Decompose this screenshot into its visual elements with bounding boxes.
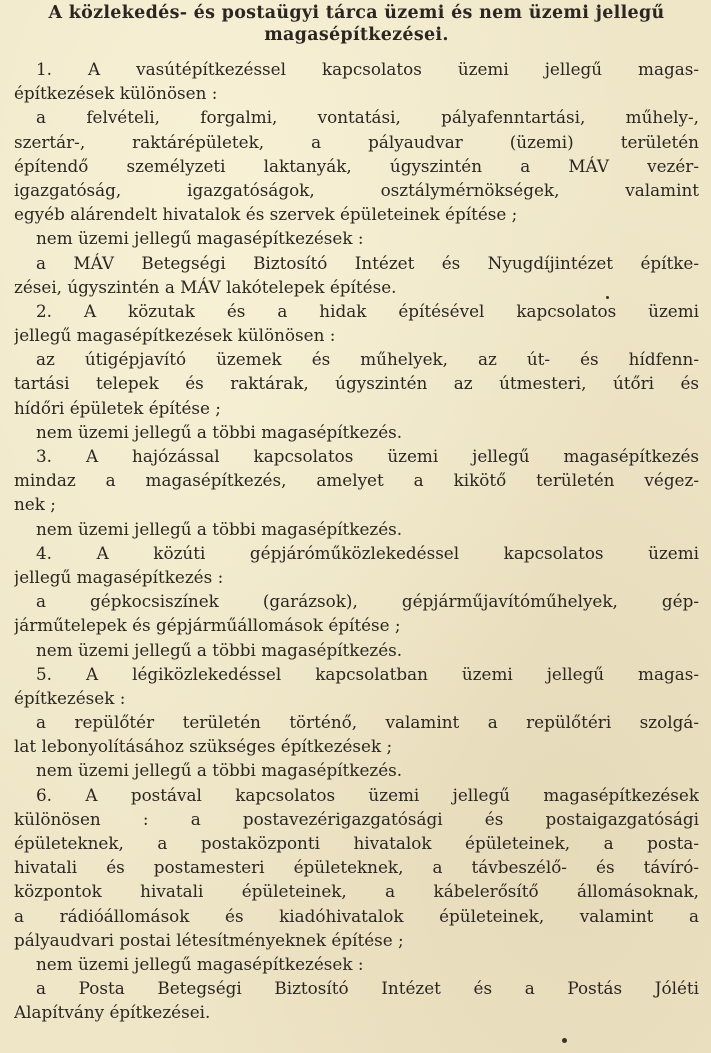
text-line: zései, úgyszintén a MÁV lakótelepek építése. xyxy=(14,276,397,297)
text-line: nem üzemi jellegű a többi magasépítkezés. xyxy=(36,421,403,442)
text-line: jellegű magasépítkezések különösen : xyxy=(14,325,336,346)
text-line: 6. A postával kapcsolatos üzemi jellegű magasépítkezések xyxy=(36,784,699,805)
text-line: hídőri épületek építése ; xyxy=(14,397,221,418)
text-line: a repülőtér területén történő, valamint a repülőtéri szolgá- xyxy=(36,712,699,733)
title-line-2: magasépítkezései. xyxy=(264,25,449,45)
print-speck xyxy=(562,1038,567,1043)
text-line: a rádióállomások és kiadóhivatalok épületeinek, valamint a xyxy=(14,905,699,926)
document-title xyxy=(14,2,699,46)
text-line: hivatali és postamesteri épületeknek, a távbeszélő- és távíró- xyxy=(14,857,699,878)
text-line: lat lebonyolításához szükséges építkezések ; xyxy=(14,736,393,757)
section-1 xyxy=(14,57,699,299)
text-line: Alapítvány építkezései. xyxy=(14,1002,211,1023)
text-line: 5. A légiközlekedéssel kapcsolatban üzemi jellegű magas- xyxy=(36,663,699,684)
text-line: egyéb alárendelt hivatalok és szervek épületeinek építése ; xyxy=(14,204,518,225)
text-line: nem üzemi jellegű a többi magasépítkezés. xyxy=(36,639,403,660)
section-2 xyxy=(14,299,699,444)
section-6 xyxy=(14,783,699,1025)
text-line: járműtelepek és gépjárműállomások építése ; xyxy=(14,615,401,636)
text-line: a felvételi, forgalmi, vontatási, pályafenntartási, műhely-, xyxy=(36,107,699,128)
text-line: igazgatóság, igazgatóságok, osztálymérnökségek, valamint xyxy=(14,179,699,200)
text-line: építkezések különösen : xyxy=(14,83,218,104)
text-line: épületeknek, a postaközponti hivatalok épületeinek, a posta- xyxy=(14,833,699,853)
text-line: 4. A közúti gépjáróműközlekedéssel kapcsolatos üzemi xyxy=(36,542,699,563)
title-line-1: A közlekedés- és postaügyi tárca üzemi és nem üzemi jellegű xyxy=(48,3,665,23)
section-3 xyxy=(14,444,699,541)
text-line: 3. A hajózással kapcsolatos üzemi jellegű magasépítkezés xyxy=(36,446,699,466)
text-line: építendő személyzeti laktanyák, úgyszintén a MÁV vezér- xyxy=(14,155,699,176)
text-line: 2. A közutak és a hidak építésével kapcsolatos üzemi xyxy=(36,300,699,321)
text-line: nek ; xyxy=(14,494,56,515)
section-5 xyxy=(14,662,699,783)
text-line: nem üzemi jellegű magasépítkezések : xyxy=(36,228,364,249)
text-line: az útigépjavító üzemek és műhelyek, az út- és hídfenn- xyxy=(36,349,699,370)
text-line: szertár-, raktárépületek, a pályaudvar (üzemi) területén xyxy=(14,131,699,152)
text-line: pályaudvari postai létesítményeknek építése ; xyxy=(14,929,404,950)
text-line: mindaz a magasépítkezés, amelyet a kikötő területén végez- xyxy=(14,470,699,491)
text-line: nem üzemi jellegű a többi magasépítkezés. xyxy=(36,518,403,539)
text-line: nem üzemi jellegű a többi magasépítkezés. xyxy=(36,760,403,781)
text-line: jellegű magasépítkezés : xyxy=(14,566,224,587)
text-line: 1. A vasútépítkezéssel kapcsolatos üzemi jellegű magas- xyxy=(36,59,699,79)
text-line: központok hivatali épületeinek, a kábelerősítő állomásoknak, xyxy=(14,881,699,902)
text-line: a gépkocsiszínek (garázsok), gépjárműjavítóműhelyek, gép- xyxy=(36,591,699,612)
document-body xyxy=(14,57,699,1025)
section-4 xyxy=(14,541,699,662)
text-line: nem üzemi jellegű magasépítkezések : xyxy=(36,953,364,974)
text-line: a Posta Betegségi Biztosító Intézet és a Postás Jóléti xyxy=(36,978,699,999)
text-line: különösen : a postavezérigazgatósági és postaigazgatósági xyxy=(14,808,699,829)
text-line: a MÁV Betegségi Biztosító Intézet és Nyugdíjintézet építke- xyxy=(36,252,699,273)
print-speck xyxy=(606,296,609,299)
text-line: tartási telepek és raktárak, úgyszintén az útmesteri, útőri és xyxy=(14,373,699,394)
text-line: építkezések : xyxy=(14,687,126,708)
